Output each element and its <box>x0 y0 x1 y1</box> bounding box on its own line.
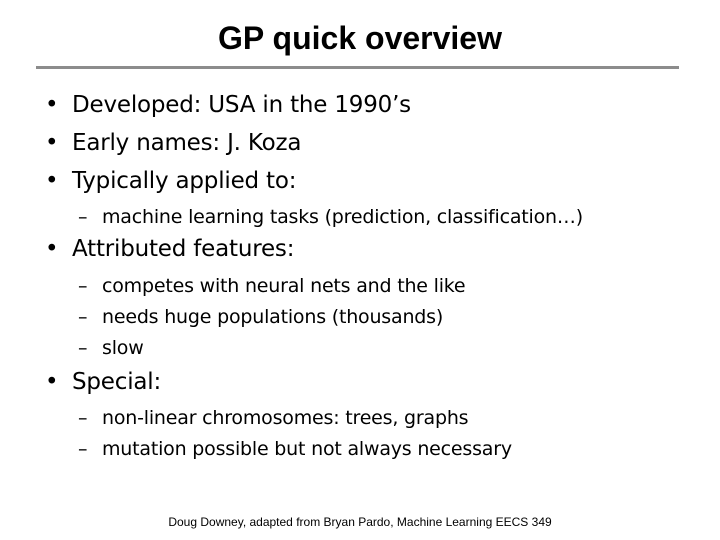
bullet-marker: • <box>45 369 59 395</box>
dash-marker: – <box>78 275 88 297</box>
sub-bullet-text: slow <box>102 337 144 359</box>
bullet-text: Developed: USA in the 1990’s <box>72 92 411 118</box>
sub-bullet-text: non-linear chromosomes: trees, graphs <box>102 407 469 429</box>
dash-marker: – <box>78 206 88 228</box>
slide-footer: Doug Downey, adapted from Bryan Pardo, Machine Learning EECS 349 <box>168 515 552 529</box>
dash-marker: – <box>78 306 88 328</box>
dash-marker: – <box>78 438 88 460</box>
bullet-text: Attributed features: <box>72 236 295 262</box>
bullet-marker: • <box>45 236 59 262</box>
slide-title: GP quick overview <box>218 20 502 56</box>
sub-bullet-text: competes with neural nets and the like <box>102 275 466 297</box>
bullet-marker: • <box>45 130 59 156</box>
sub-bullet-text: machine learning tasks (prediction, classification…) <box>102 206 583 228</box>
sub-bullet-text: needs huge populations (thousands) <box>102 306 444 328</box>
bullet-text: Special: <box>72 369 162 395</box>
bullet-text: Typically applied to: <box>72 168 297 194</box>
sub-bullet-text: mutation possible but not always necessary <box>102 438 512 460</box>
title-divider <box>36 66 679 69</box>
dash-marker: – <box>78 337 88 359</box>
dash-marker: – <box>78 407 88 429</box>
bullet-text: Early names: J. Koza <box>72 130 302 156</box>
bullet-marker: • <box>45 92 59 118</box>
bullet-marker: • <box>45 168 59 194</box>
